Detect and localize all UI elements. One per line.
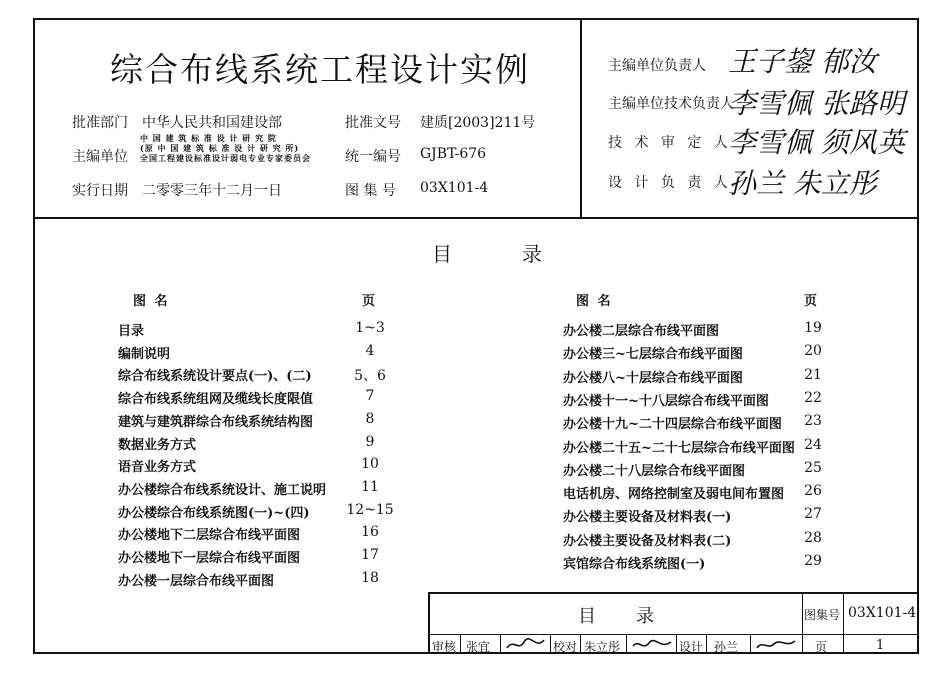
toc-left-page-header: 页 bbox=[362, 294, 376, 309]
toc-entry-page: 29 bbox=[804, 553, 822, 569]
titleblock-rule bbox=[802, 592, 803, 654]
editor-unit-line: (原 中 国 建 筑 标 准 设 计 研 究 所) bbox=[140, 143, 300, 153]
toc-entry-name: 办公楼八~十层综合布线平面图 bbox=[563, 370, 743, 386]
titleblock-top-rule bbox=[428, 592, 919, 594]
titleblock-rule bbox=[580, 634, 581, 654]
titleblock-atlas-label: 图集号 bbox=[804, 608, 841, 622]
signature-label: 主编单位负责人 bbox=[608, 58, 706, 74]
titleblock-mid-rule bbox=[428, 634, 919, 635]
handwritten-signature: 李雪佩 须风英 bbox=[728, 126, 905, 159]
approval-dept-label: 批准部门 bbox=[72, 115, 128, 131]
titleblock-rule bbox=[550, 634, 551, 654]
toc-entry-name: 办公楼综合布线系统设计、施工说明 bbox=[118, 482, 327, 498]
header-bottom-rule bbox=[33, 217, 919, 219]
handwritten-signature: 王子鋆 郁汝 bbox=[728, 45, 877, 78]
toc-entry-page: 4 bbox=[365, 342, 375, 359]
toc-entry-name: 办公楼二十五~二十七层综合布线平面图 bbox=[563, 440, 795, 456]
toc-entry-page: 23 bbox=[804, 413, 822, 430]
toc-entry-page: 7 bbox=[365, 388, 375, 405]
atlas-no-label: 图 集 号 bbox=[345, 183, 396, 199]
toc-left-name-header: 图 名 bbox=[133, 294, 170, 309]
toc-entry-name: 办公楼主要设备及材料表(二) bbox=[563, 533, 732, 549]
signature-label: 设 计 负 责 人 bbox=[608, 175, 732, 191]
handwritten-signature bbox=[754, 636, 798, 653]
handwritten-signature bbox=[504, 636, 548, 653]
signature-label: 技 术 审 定 人 bbox=[608, 135, 732, 151]
toc-entry-page: 12~15 bbox=[346, 501, 394, 518]
editor-unit-line: 全国工程建设标准设计弱电专业专家委员会 bbox=[140, 153, 311, 163]
titleblock-review-label: 审核 bbox=[432, 640, 457, 654]
toc-entry-page: 10 bbox=[361, 456, 379, 473]
toc-entry-name: 办公楼地下一层综合布线平面图 bbox=[118, 551, 301, 566]
toc-right-page-header: 页 bbox=[804, 294, 818, 309]
titleblock-rule bbox=[626, 634, 627, 654]
titleblock-rule bbox=[843, 592, 844, 654]
toc-entry-name: 数据业务方式 bbox=[118, 437, 197, 453]
toc-entry-page: 26 bbox=[804, 483, 822, 500]
editor-unit-line: 中 国 建 筑 标 准 设 计 研 究 院 bbox=[140, 133, 277, 143]
toc-entry-name: 办公楼一层综合布线平面图 bbox=[118, 573, 275, 589]
titleblock-check-label: 校对 bbox=[553, 640, 578, 654]
toc-entry-name: 宾馆综合布线系统图(一) bbox=[563, 557, 706, 572]
handwritten-signature bbox=[630, 636, 674, 653]
handwritten-signature: 孙兰 朱立彤 bbox=[728, 167, 877, 200]
toc-entry-name: 办公楼三~七层综合布线平面图 bbox=[563, 347, 743, 363]
approval-no-label: 批准文号 bbox=[345, 115, 401, 131]
titleblock-atlas-value: 03X101-4 bbox=[848, 605, 917, 621]
toc-entry-name: 办公楼地下二层综合布线平面图 bbox=[118, 528, 301, 544]
header-divider bbox=[580, 18, 582, 218]
atlas-no-value: 03X101-4 bbox=[420, 180, 489, 196]
effective-date-value: 二零零三年十二月一日 bbox=[142, 183, 282, 199]
titleblock-check-name: 朱立彤 bbox=[584, 640, 621, 654]
titleblock-page-value: 1 bbox=[876, 638, 885, 653]
toc-heading: 目录 bbox=[432, 242, 612, 266]
toc-entry-name: 综合布线系统组网及缆线长度限值 bbox=[118, 392, 314, 408]
toc-entry-page: 5、6 bbox=[354, 368, 386, 385]
titleblock-title: 目录 bbox=[578, 606, 694, 627]
toc-entry-page: 27 bbox=[804, 506, 822, 523]
handwritten-signature: 李雪佩 张路明 bbox=[728, 87, 905, 120]
toc-entry-name: 办公楼二层综合布线平面图 bbox=[563, 324, 720, 339]
toc-entry-name: 综合布线系统设计要点(一)、(二) bbox=[118, 369, 312, 385]
toc-entry-page: 8 bbox=[365, 410, 375, 427]
titleblock-rule bbox=[460, 634, 461, 654]
titleblock-design-name: 孙兰 bbox=[714, 640, 739, 654]
toc-entry-page: 19 bbox=[804, 320, 822, 336]
unified-no-value: GJBT-676 bbox=[420, 146, 487, 162]
titleblock-rule bbox=[706, 634, 707, 654]
toc-entry-page: 28 bbox=[804, 529, 822, 546]
editor-unit-names bbox=[140, 133, 311, 163]
toc-entry-page: 9 bbox=[365, 433, 375, 450]
titleblock-rule bbox=[676, 634, 677, 654]
toc-entry-page: 17 bbox=[361, 547, 379, 563]
titleblock-rule bbox=[750, 634, 751, 654]
effective-date-label: 实行日期 bbox=[72, 183, 128, 199]
toc-entry-name: 电话机房、网络控制室及弱电间布置图 bbox=[563, 487, 785, 503]
toc-entry-page: 16 bbox=[361, 524, 379, 541]
toc-entry-page: 18 bbox=[361, 569, 379, 586]
toc-entry-page: 20 bbox=[804, 343, 822, 360]
toc-entry-page: 25 bbox=[804, 459, 822, 476]
titleblock-left-rule bbox=[428, 592, 430, 654]
toc-entry-name: 语音业务方式 bbox=[118, 460, 197, 476]
unified-no-label: 统一编号 bbox=[345, 149, 401, 165]
titleblock-design-label: 设计 bbox=[679, 640, 704, 654]
titleblock-rule bbox=[500, 634, 501, 654]
signature-label: 主编单位技术负责人 bbox=[608, 96, 734, 112]
titleblock-review-name: 张宜 bbox=[466, 640, 491, 654]
toc-entry-name: 办公楼综合布线系统图(一)~(四) bbox=[118, 505, 310, 521]
toc-entry-page: 11 bbox=[361, 478, 379, 495]
titleblock-page-label: 页 bbox=[815, 640, 828, 654]
toc-entry-name: 建筑与建筑群综合布线系统结构图 bbox=[118, 414, 314, 430]
toc-entry-name: 办公楼十一~十八层综合布线平面图 bbox=[563, 393, 769, 409]
toc-entry-name: 办公楼十九~二十四层综合布线平面图 bbox=[563, 417, 782, 433]
toc-entry-page: 21 bbox=[804, 366, 822, 383]
toc-entry-name: 办公楼二十八层综合布线平面图 bbox=[563, 463, 746, 479]
document-title: 综合布线系统工程设计实例 bbox=[110, 50, 530, 89]
toc-entry-name: 编制说明 bbox=[118, 346, 171, 362]
toc-entry-name: 办公楼主要设备及材料表(一) bbox=[563, 510, 732, 526]
toc-right-name-header: 图 名 bbox=[576, 294, 613, 309]
approval-no-value: 建质[2003]211号 bbox=[420, 115, 536, 131]
toc-entry-page: 24 bbox=[804, 436, 822, 453]
toc-entry-name: 目录 bbox=[118, 324, 145, 339]
toc-entry-page: 22 bbox=[804, 389, 822, 406]
approval-dept-value: 中华人民共和国建设部 bbox=[142, 115, 282, 131]
toc-entry-page: 1~3 bbox=[355, 320, 385, 336]
editor-unit-label: 主编单位 bbox=[72, 149, 128, 165]
